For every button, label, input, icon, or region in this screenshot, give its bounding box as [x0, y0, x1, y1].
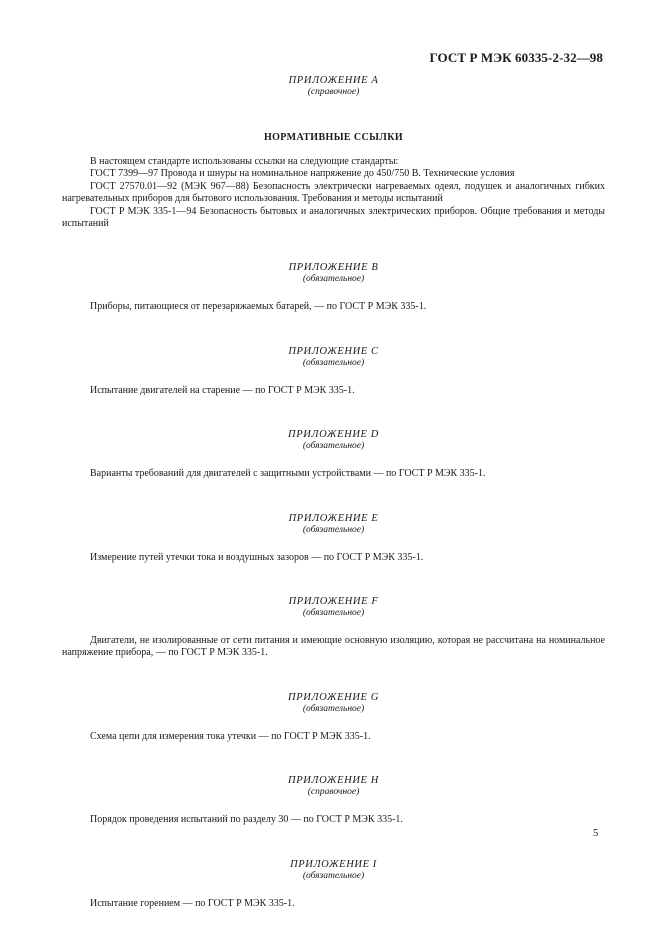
appendix-text: Испытание двигателей на старение — по ГОСТ Р МЭК 335-1.: [90, 384, 355, 396]
appendix-status: (обязательное): [302, 274, 365, 285]
document-header: ГОСТ Р МЭК 60335-2-32—98: [429, 50, 603, 65]
appendix-h: [62, 775, 605, 826]
appendix-status: (обязательное): [302, 870, 365, 881]
appendix-title: ПРИЛОЖЕНИЕ I: [290, 858, 377, 870]
appendix-title: ПРИЛОЖЕНИЕ F: [288, 596, 379, 608]
section-heading: НОРМАТИВНЫЕ ССЫЛКИ: [263, 132, 404, 143]
appendix-title: ПРИЛОЖЕНИЕ В: [288, 262, 379, 274]
appendix-status: (обязательное): [302, 357, 365, 368]
appendix-a: [62, 75, 605, 230]
appendix-status: (обязательное): [302, 703, 365, 714]
appendix-title: ПРИЛОЖЕНИЕ Е: [288, 512, 379, 524]
appendix-title: ПРИЛОЖЕНИЕ Н: [288, 775, 379, 787]
appendix-text: Варианты требований для двигателей с защитными устройствами — по ГОСТ Р МЭК 335-1.: [90, 468, 486, 480]
appendix-text: Порядок проведения испытаний по разделу 30 — по ГОСТ Р МЭК 335-1.: [90, 814, 403, 826]
appendix-status: (обязательное): [302, 524, 365, 535]
appendix-title: ПРИЛОЖЕНИЕ D: [288, 429, 379, 441]
page-content: [62, 75, 605, 910]
appendix-d: [62, 429, 605, 480]
appendix-title: ПРИЛОЖЕНИЕ С: [288, 345, 379, 357]
appendix-i: [62, 859, 605, 910]
appendix-text: Испытание горением — по ГОСТ Р МЭК 335-1.: [90, 897, 295, 909]
appendix-text: Схема цепи для измерения тока утечки — по ГОСТ Р МЭК 335-1.: [90, 730, 371, 742]
appendix-text: Измерение путей утечки тока и воздушных зазоров — по ГОСТ Р МЭК 335-1.: [90, 551, 424, 563]
appendix-c: [62, 346, 605, 397]
appendix-text: Приборы, питающиеся от перезаряжаемых батарей, — по ГОСТ Р МЭК 335-1.: [90, 301, 427, 313]
appendix-g: [62, 692, 605, 743]
appendix-status: (обязательное): [302, 608, 365, 619]
reference-item: ГОСТ 27570.01—92 (МЭК 967—88) Безопасность электрически нагреваемых одеял, подушек и аналогичных гибких нагревательных приборов для бытового использования. Требования и методы испытаний: [62, 180, 605, 205]
references-list: [62, 156, 605, 230]
appendix-text: Двигатели, не изолированные от сети питания и имеющие основную изоляцию, которая не рассчитана на номинальное напряжение прибора, — по ГОСТ Р МЭК 335-1.: [62, 635, 605, 659]
reference-intro: В настоящем стандарте использованы ссылки на следующие стандарты:: [90, 156, 399, 167]
appendix-status: (справочное): [307, 787, 360, 798]
page-number: 5: [593, 828, 599, 839]
appendix-status: (справочное): [307, 87, 360, 97]
appendix-f: [62, 596, 605, 660]
appendix-title: ПРИЛОЖЕНИЕ А: [288, 75, 379, 86]
appendix-e: [62, 513, 605, 564]
appendix-title: ПРИЛОЖЕНИЕ G: [288, 691, 379, 703]
reference-item: ГОСТ Р МЭК 335-1—94 Безопасность бытовых и аналогичных электрических приборов. Общие требования и методы испытаний: [62, 205, 605, 230]
appendix-status: (обязательное): [302, 441, 365, 452]
reference-item: ГОСТ 7399—97 Провода и шнуры на номинальное напряжение до 450/750 В. Технические условия: [90, 168, 515, 180]
appendix-b: [62, 262, 605, 313]
